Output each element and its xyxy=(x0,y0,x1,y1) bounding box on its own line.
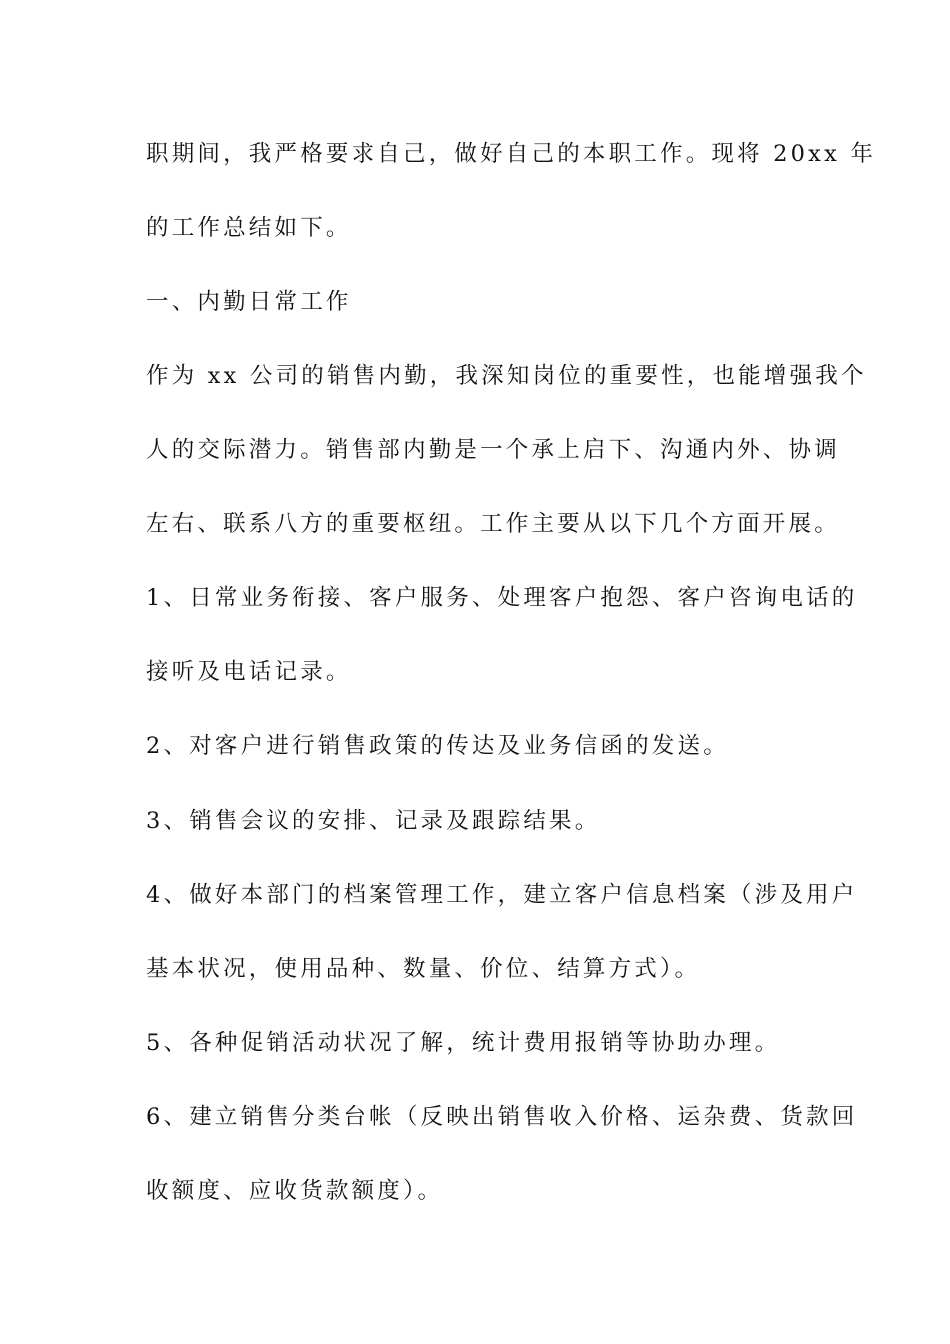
list-item-5: 5、各种促销活动状况了解，统计费用报销等协助办理。 xyxy=(146,1030,781,1056)
list-item-1-line-2: 接听及电话记录。 xyxy=(146,659,352,685)
list-item-3: 3、销售会议的安排、记录及跟踪结果。 xyxy=(146,808,601,834)
paragraph-line-role-3: 左右、联系八方的重要枢纽。工作主要从以下几个方面开展。 xyxy=(146,511,840,537)
section-heading: 一、内勤日常工作 xyxy=(146,289,352,315)
paragraph-line-intro-1: 职期间，我严格要求自己，做好自己的本职工作。现将 20xx 年 xyxy=(146,141,877,167)
list-item-6-line-1: 6、建立销售分类台帐（反映出销售收入价格、运杂费、货款回 xyxy=(146,1104,858,1130)
list-item-4-line-2: 基本状况，使用品种、数量、价位、结算方式）。 xyxy=(146,956,701,982)
list-item-4-line-1: 4、做好本部门的档案管理工作，建立客户信息档案（涉及用户 xyxy=(146,882,858,908)
list-item-2: 2、对客户进行销售政策的传达及业务信函的发送。 xyxy=(146,733,729,759)
paragraph-line-intro-2: 的工作总结如下。 xyxy=(146,215,352,241)
list-item-1-line-1: 1、日常业务衔接、客户服务、处理客户抱怨、客户咨询电话的 xyxy=(146,585,858,611)
paragraph-line-role-1: 作为 xx 公司的销售内勤，我深知岗位的重要性，也能增强我个 xyxy=(146,363,867,389)
list-item-6-line-2: 收额度、应收货款额度）。 xyxy=(146,1178,444,1204)
paragraph-line-role-2: 人的交际潜力。销售部内勤是一个承上启下、沟通内外、协调 xyxy=(146,437,840,463)
